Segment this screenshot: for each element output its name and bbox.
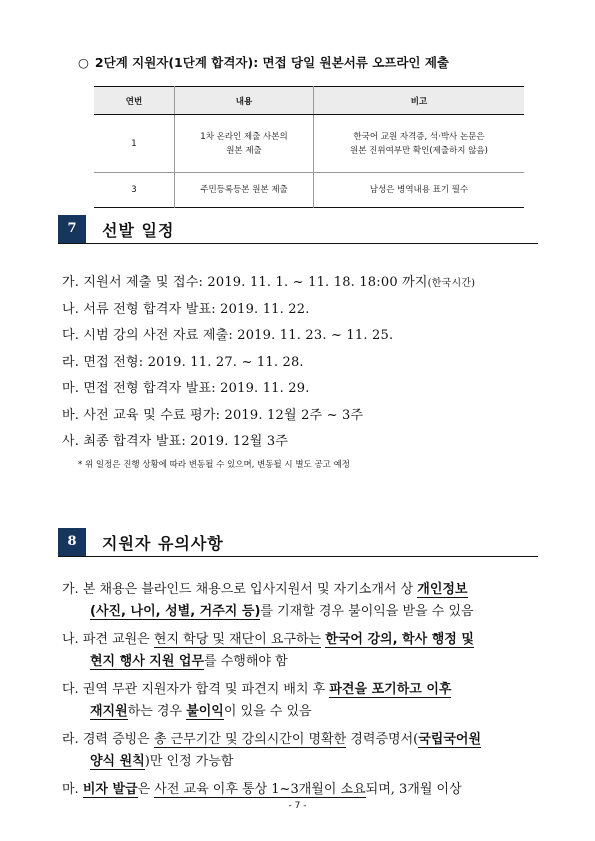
row-remark: [314, 115, 525, 173]
note-line: [62, 750, 542, 772]
column-header-content: 내용: [175, 87, 314, 115]
heading-bullet: ○: [78, 55, 89, 70]
note-emphasis: 국립국어원: [418, 732, 482, 747]
note-line: [62, 728, 542, 750]
table-row: [94, 115, 524, 173]
page-number: - 7 -: [288, 801, 307, 811]
note-emphasis: 개인정보: [417, 582, 468, 597]
note-text: )만 인정 가능함: [144, 754, 234, 769]
note-line: [62, 628, 542, 650]
schedule-list: [62, 271, 552, 457]
row-remark-line: 한국어 교원 자격증, 석·박사 논문은: [353, 131, 485, 142]
row-remark: [314, 173, 525, 208]
schedule-item-text: 가. 지원서 제출 및 접수: 2019. 11. 1. ~ 11. 18. 18:00 까지: [62, 275, 428, 290]
row-remark-line: 남성은 병역내용 표기 필수: [369, 185, 469, 195]
column-header-number: 연번: [94, 87, 175, 115]
row-content: [175, 173, 314, 208]
note-line: [62, 650, 542, 672]
note-emphasis: 현지 행사 지원 업무: [90, 654, 205, 669]
note-emphasis: 파견을 포기하고 이후: [329, 682, 452, 697]
note-text: 라. 경력 증빙은: [62, 732, 154, 747]
note-emphasis: 양식 원칙: [90, 754, 145, 769]
note-text: 를 수행해야 함: [204, 654, 288, 669]
documents-table: [94, 86, 524, 208]
heading-text: 2단계 지원자(1단계 합격자): 면접 당일 원본서류 오프라인 제출: [94, 55, 450, 70]
note-emphasis: 한국어 강의, 학사 행정 및: [325, 632, 474, 647]
section-heading-schedule: [58, 215, 538, 244]
note-text: 경력증명서(: [346, 732, 419, 747]
note-line: [62, 700, 542, 722]
note-text: 이 있을 수 있음: [223, 704, 312, 719]
applicant-notes-list: [62, 578, 542, 806]
note-text: 하는 경우: [127, 704, 187, 719]
note-item: [62, 728, 542, 772]
note-item: [62, 678, 542, 722]
note-item: [62, 628, 542, 672]
schedule-item: 나. 서류 전형 합격자 발표: 2019. 11. 22.: [62, 301, 310, 317]
row-number: 1: [94, 115, 175, 173]
schedule-footnote: * 위 일정은 진행 상황에 따라 변동될 수 있으며, 변동될 시 별도 공고 예정: [78, 460, 350, 470]
note-item: [62, 578, 542, 622]
row-number: 3: [94, 173, 175, 208]
row-content-line: 1차 온라인 제출 사본의: [200, 131, 288, 142]
row-content-line: 주민등록등본 원본 제출: [200, 185, 288, 195]
note-underline: 총 근무기간 및 강의시간이 명확한: [153, 732, 347, 747]
section-title: 지원자 유의사항: [102, 534, 224, 553]
note-text: 를 기재할 경우 불이익을 받을 수 있음: [260, 604, 474, 619]
note-line: [62, 678, 542, 700]
note-emphasis: 불이익: [186, 704, 224, 719]
schedule-item: 다. 시범 강의 사전 자료 제출: 2019. 11. 23. ~ 11. 25.: [62, 328, 394, 343]
note-text: 마.: [62, 782, 83, 797]
schedule-item-suffix: (한국시간): [427, 278, 476, 289]
note-line: [62, 778, 542, 800]
note-underline: 현지 학당 및 재단이 요구하는: [153, 632, 322, 647]
table-row: [94, 173, 524, 208]
note-emphasis: 비자 발급: [82, 782, 138, 797]
section-title: 선발 일정: [102, 221, 175, 240]
note-item: [62, 778, 542, 800]
note-line: [62, 578, 542, 600]
schedule-item: 사. 최종 합격자 발표: 2019. 12월 3주: [62, 434, 289, 449]
table-header-row: [94, 87, 524, 115]
schedule-item: [62, 271, 552, 298]
row-content-line: 원본 제출: [226, 145, 262, 156]
note-text: 되며, 3개월 이상: [365, 782, 462, 797]
row-content: [175, 115, 314, 173]
schedule-item: 마. 면접 전형 합격자 발표: 2019. 11. 29.: [62, 381, 310, 396]
note-line: [62, 600, 542, 622]
note-emphasis: 재지원: [90, 704, 128, 719]
document-heading: [78, 53, 449, 71]
section-number-badge: 7: [58, 215, 86, 243]
note-underline: 사전 교육 이후 통상 1~3개월이 소요: [154, 782, 366, 797]
section-heading-notes: [58, 528, 538, 557]
note-text: 다. 권역 무관 지원자가 합격 및 파견지 배치 후: [62, 682, 330, 697]
schedule-item: 바. 사전 교육 및 수료 평가: 2019. 12월 2주 ~ 3주: [62, 407, 364, 423]
row-remark-line: 원본 진위여부만 확인(제출하지 않음): [350, 145, 488, 156]
section-number-badge: 8: [58, 528, 86, 556]
note-text: 나. 파견 교원은: [62, 632, 154, 647]
schedule-item: 라. 면접 전형: 2019. 11. 27. ~ 11. 28.: [62, 354, 304, 370]
column-header-remark: 비고: [314, 87, 525, 115]
note-text: 가. 본 채용은 블라인드 채용으로 입사지원서 및 자기소개서 상: [62, 582, 418, 597]
note-text: 은: [137, 782, 155, 797]
note-emphasis: (사진, 나이, 성별, 거주지 등): [90, 604, 261, 619]
